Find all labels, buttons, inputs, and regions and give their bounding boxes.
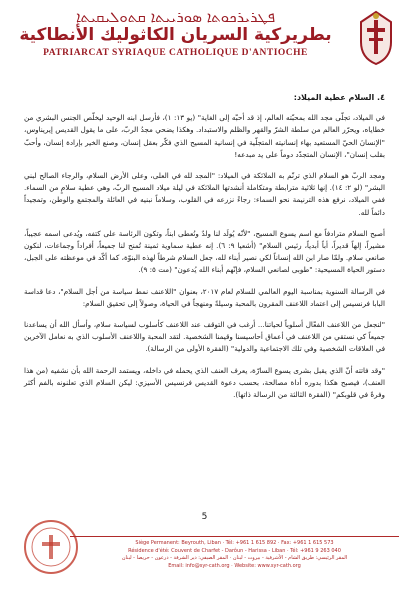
page-number: 5: [201, 512, 208, 522]
paragraph: "وقد فاتته أنّ الذي يقبل بشرى يسوع السارّة، يعرف العنف الذي يحمله في داخله، ويستمد الرحمة الله بأن نشفيه (من هذا العنف)، فيصبح هكذا بدوره أداة مصالحة، بحسب دعوة القديس فرنسيس الأسيزي: ليكن السلام الذي تعلنونه بالفم أكثر وفرةً في قلوبكم" (الفقرة الثالثة من الرسالة ذاتها).: [24, 365, 385, 400]
paragraph: في الرسالة السنوية بمناسبة اليوم العالمي للسلام لعام ٢٠١٧، بعنوان "اللاعنف نمط سياسة من أجل السلام"، دعا قداسة البابا فرنسيس إلى اعتماد اللاعنف المقرون بالمحبة وسيلةً ومنهجاً في الحياة، وصولاً إلى تحقيق السلام:: [24, 286, 385, 308]
section-title: ٤. السلام عطية الميلاد:: [293, 93, 385, 102]
paragraph: "لنجعل من اللاعنف الفعّال أسلوباً لحياتنا... أرغب في التوقف عند اللاعنف كأسلوب لسياسة سلام، وأسأل الله أن يساعدنا جميعاً كي نستقي من اللاعنف في أعماق أحاسيسنا وقيمنا الشخصية. لتقد المحبة واللاعنف الأسلوب الذي به نعامل الآخرين في العلاقات الشخصية وفي تلك الاجتماعية والدولية" (الفقرة الأولى من الرسالة).: [24, 320, 385, 354]
footer-line: Résidence d'été: Couvent de Charfet - Darôun - Harissa - Liban · Tél: +961 9 263 040: [128, 547, 341, 554]
footer: [70, 536, 399, 570]
french-title: PATRIARCAT SYRIAQUE CATHOLIQUE D'ANTIOCHE: [43, 48, 308, 58]
patriarchate-emblem-icon: [353, 8, 399, 66]
arabic-title: بطريركية السريان الكاثوليك الأنطاكية: [19, 25, 332, 45]
paragraph: في الميلاد، تجلّى مجد الله بمحبّته العالم، إذ قد أحبّه إلى الغاية" (يو ١٣: ١)، فأرسل ابنه الوحيد ليخلّص الجنس البشري من خطاياه، ويحرّر العالم من سلطة الشرّ والقهر والظلم والاستبداد. وهكذا يضحي مجدُ الربّ، على ما يقول القديس إيريناوس، "الإنسانَ الحيّ المستعيد بهاء إنسانيته المتجلّية في إنسانية المسيح الذي فكّر بعقل إنسان، وصنع الخير بإرادة إنسان، وأحبّ بقلب إنسان"، الإنسان المتجدّد دوماً على يد مبدعه!: [24, 113, 385, 159]
footer-line: Email: info@syr-cath.org · Website: www.syr-cath.org: [168, 562, 301, 569]
paragraph: أصبح السلام مترادفاً مع اسم يسوع المسيح، "لأنّه يُولَد لنا ولدٌ ونُعطى ابناً، وتكون الرئاسة على كتفه، ويُدعى اسمه عجيباً، مشيراً، إلهاً قديراً، أباً أبدياً، رئيس السلام" (أشعيا ٩: ٦). إنه عطية سماوية ثمينة تُمنح لنا جميعاً، أفراداً وجماعات، لنكون صانعي سلام. ولمّا صار ابن الله إنساناً لكي نصير أبناء لله، جعل السلام شرطاً لهذه البنوّة، كما أكّد في موعظته على الجبل، دستور الحياة المسيحية: "طوبى لصانعي السلام، فإنّهم أبناء الله يُدعون" (مت ٥: ٩).: [24, 228, 385, 275]
syriac-title: ܦܛܪܝܪܟܘܬܐ ܣܘܪܝܝܬܐ ܩܬܘܠܝܩܝܬܐ: [75, 8, 276, 26]
document-body: [24, 92, 385, 410]
footer-line: المقر الرئيسي: طريق الشام - الأشرفية - بيروت - لبنان · المقر الصيفي: دير الشرفة - درعون - حريصا - لبنان: [121, 555, 348, 561]
letterhead: [10, 8, 399, 70]
footer-line: Siège Permanent: Beyrouth, Liban · Tél: +961 1 615 892 · Fax: +961 1 615 573: [135, 540, 334, 546]
paragraph: ومجد الربّ هو السلام الذي ترنّم به الملائكة في الميلاد: "المجد لله في العلى، وعلى الأرض السلام، والرجاء الصالح لبني البشر" (لو ٢: ١٤). إنها ثلاثية مترابطة ومتكاملة أنشدتها الملائكة في ليلة ميلاد المسيح الربّ، وهي عطية سلامٍ من السماء. ففي الميلاد، نرفع هذه الترنيمة نحو السماء: رجاءً نزرعه في القلوب، وسلاماً نبنيه في العائلة والمجتمع والوطن، وتمجيداً دائماً لله.: [24, 171, 385, 217]
